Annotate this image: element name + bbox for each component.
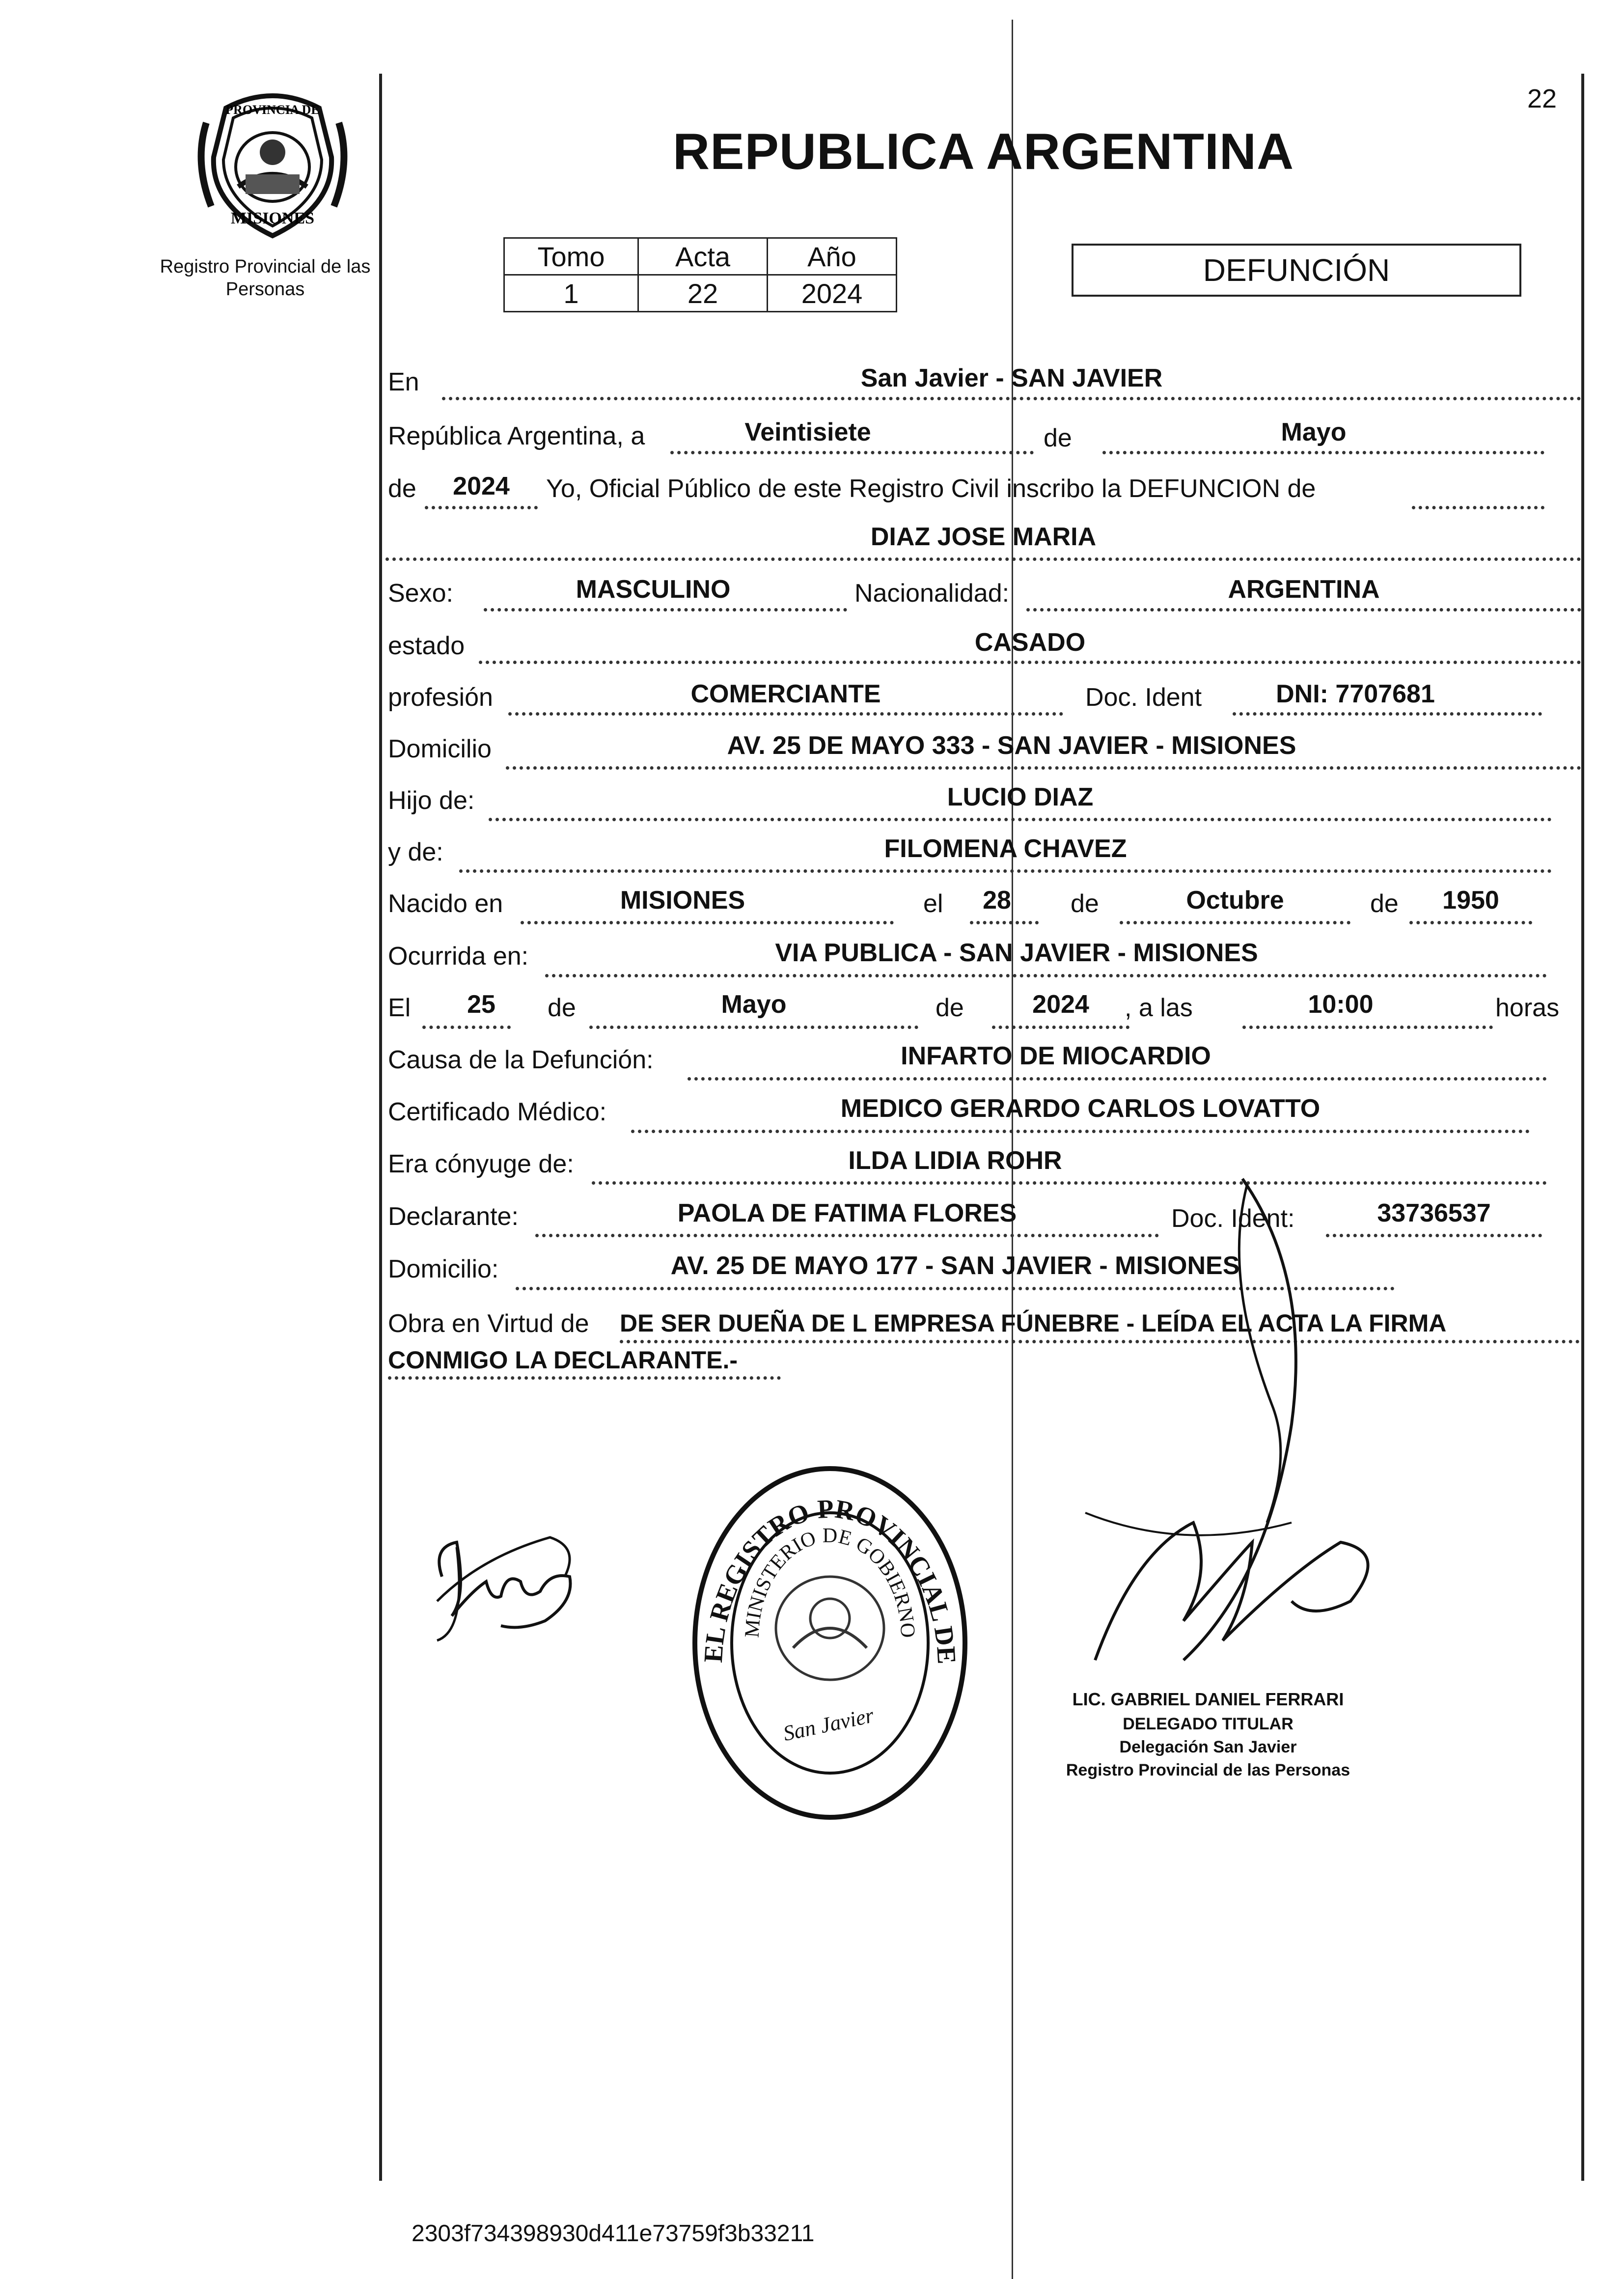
conyuge: ILDA LIDIA ROHR: [848, 1146, 1062, 1175]
official-seal: [674, 1438, 975, 1825]
sexo: MASCULINO: [576, 575, 731, 604]
delegate-registry: Registro Provincial de las Personas: [1066, 1761, 1350, 1779]
nacionalidad: ARGENTINA: [1228, 575, 1380, 604]
alas-label: , a las: [1125, 994, 1193, 1022]
nac-mes: Octubre: [1186, 886, 1284, 915]
officer-signature: [422, 1518, 584, 1645]
sexo-dotline: [484, 608, 847, 611]
def-anio: 2024: [1032, 990, 1089, 1019]
causa-dotline: [688, 1077, 1547, 1081]
record-table-header-row: [504, 238, 897, 275]
seal-outer-text: DIREC. GRAL. DEL REGISTRO PROVINCIAL DE LAS PERSONAS: [674, 1438, 962, 1665]
de-label-3: de: [1071, 889, 1099, 918]
domicilio2: AV. 25 DE MAYO 177 - SAN JAVIER - MISIONES: [670, 1251, 1240, 1280]
value-anio: 2024: [768, 275, 897, 312]
obra-dotline-2: [388, 1376, 781, 1380]
el-label: el: [923, 889, 943, 918]
declarante: PAOLA DE FATIMA FLORES: [677, 1199, 1017, 1227]
obra-text-1: DE SER DUEÑA DE L EMPRESA FÚNEBRE - LEÍDA EL ACTA LA FIRMA: [620, 1309, 1447, 1337]
nac-mes-dotline: [1120, 921, 1350, 924]
certificado-dotline: [631, 1130, 1530, 1133]
doc-ident-label: Doc. Ident:: [1171, 1204, 1295, 1233]
profesion-dotline: [508, 712, 1063, 716]
domicilio-dotline: [506, 766, 1581, 770]
estado-label: estado: [388, 632, 465, 660]
anio-dotline: [425, 506, 538, 509]
nac-dia-dotline: [970, 921, 1039, 924]
profesion-label: profesión: [388, 683, 493, 712]
certificado-label: Certificado Médico:: [388, 1098, 607, 1126]
def-dia: 25: [467, 990, 495, 1019]
estado-dotline: [479, 661, 1581, 664]
declarante-doc: 33736537: [1377, 1199, 1491, 1227]
nac-dia: 28: [983, 886, 1011, 915]
de-label-5: de: [548, 994, 576, 1022]
dia-dotline: [670, 451, 1034, 454]
delegate-name: LIC. GABRIEL DANIEL FERRARI: [1072, 1689, 1344, 1709]
nacido-en: MISIONES: [620, 886, 745, 915]
ocurrida-label: Ocurrida en:: [388, 942, 529, 971]
ocurrida-dotline: [545, 974, 1547, 977]
ocurrida: VIA PUBLICA - SAN JAVIER - MISIONES: [775, 939, 1258, 967]
province-logo: [196, 88, 349, 241]
def-dia-dotline: [422, 1026, 511, 1029]
record-table-value-row: [504, 275, 897, 312]
page-number: 22: [1527, 84, 1557, 113]
logo-top-text: PROVINCIA DE: [225, 103, 320, 117]
estado: CASADO: [974, 628, 1086, 657]
doc-label: Doc. Ident: [1085, 683, 1202, 712]
nac-anio: 1950: [1442, 886, 1499, 915]
registry-label: Registro Provincial de las Personas: [160, 256, 371, 300]
domicilio2-label: Domicilio:: [388, 1255, 499, 1283]
value-tomo: 1: [504, 275, 638, 312]
anio: 2024: [453, 472, 510, 500]
right-margin-rule: [1581, 74, 1584, 2181]
domicilio-label: Domicilio: [388, 735, 492, 763]
nac-anio-dotline: [1409, 921, 1532, 924]
mes-dotline: [1102, 451, 1544, 454]
madre-dotline: [459, 869, 1552, 873]
en-dotline: [442, 397, 1581, 400]
hora: 10:00: [1308, 990, 1374, 1019]
left-margin-rule: [379, 74, 382, 2181]
causa-label: Causa de la Defunción:: [388, 1046, 654, 1074]
seal-location: San Javier: [781, 1703, 876, 1746]
nombre: DIAZ JOSE MARIA: [870, 523, 1097, 551]
hora-dotline: [1242, 1026, 1493, 1029]
delegate-role: DELEGADO TITULAR: [1123, 1715, 1294, 1733]
padre: LUCIO DIAZ: [947, 783, 1094, 811]
madre: FILOMENA CHAVEZ: [884, 834, 1127, 863]
nacionalidad-dotline: [1026, 608, 1581, 611]
de-label-6: de: [936, 994, 964, 1022]
header-anio: Año: [768, 238, 897, 275]
record-table: [503, 237, 897, 312]
sexo-label: Sexo:: [388, 579, 453, 608]
nacido-label: Nacido en: [388, 889, 503, 918]
hijo-label: Hijo de:: [388, 786, 475, 815]
horas-label: horas: [1495, 994, 1560, 1022]
def-mes-dotline: [589, 1026, 918, 1029]
header-acta: Acta: [638, 238, 768, 275]
de-label-2: de: [388, 474, 416, 503]
causa: INFARTO DE MIOCARDIO: [901, 1042, 1211, 1070]
nombre-dotline: [385, 557, 1581, 561]
republica-label: República Argentina, a: [388, 422, 645, 450]
doc: DNI: 7707681: [1276, 680, 1435, 708]
domicilio: AV. 25 DE MAYO 333 - SAN JAVIER - MISIONES: [727, 731, 1296, 760]
def-anio-dotline: [992, 1026, 1129, 1029]
def-mes: Mayo: [721, 990, 787, 1019]
seal-inner-text: MINISTERIO DE GOBIERNO: [741, 1524, 919, 1639]
page-title: REPUBLICA ARGENTINA: [673, 123, 1294, 180]
certificado: MEDICO GERARDO CARLOS LOVATTO: [840, 1094, 1321, 1123]
oficial-dotline: [1412, 506, 1544, 509]
header-tomo: Tomo: [504, 238, 638, 275]
record-type-box: DEFUNCIÓN: [1072, 244, 1521, 297]
oficial-text: Yo, Oficial Público de este Registro Civil inscribo la DEFUNCION de: [546, 474, 1316, 503]
obra-text-2: CONMIGO LA DECLARANTE.-: [388, 1346, 738, 1374]
mes: Mayo: [1281, 418, 1347, 446]
profesion: COMERCIANTE: [690, 680, 881, 708]
value-acta: 22: [638, 275, 768, 312]
nacionalidad-label: Nacionalidad:: [854, 579, 1010, 608]
declarante-label: Declarante:: [388, 1202, 519, 1231]
de-label-4: de: [1370, 889, 1399, 918]
logo-bottom-text: MISIONES: [230, 209, 315, 227]
el-label-2: El: [388, 994, 411, 1022]
padre-dotline: [489, 818, 1552, 821]
obra-label: Obra en Virtud de: [388, 1309, 589, 1338]
nacido-dotline: [521, 921, 894, 924]
dia-texto: Veintisiete: [744, 418, 871, 446]
delegate-signature: [1036, 1179, 1380, 1699]
en-label: En: [388, 368, 419, 396]
doc-dotline: [1233, 712, 1542, 716]
en-value: San Javier - SAN JAVIER: [860, 364, 1163, 392]
conyuge-label: Era cónyuge de:: [388, 1150, 574, 1178]
document-hash: 2303f734398930d411e73759f3b33211: [412, 2221, 815, 2247]
delegate-office: Delegación San Javier: [1119, 1738, 1297, 1756]
yde-label: y de:: [388, 838, 443, 866]
de-label-1: de: [1044, 424, 1072, 452]
